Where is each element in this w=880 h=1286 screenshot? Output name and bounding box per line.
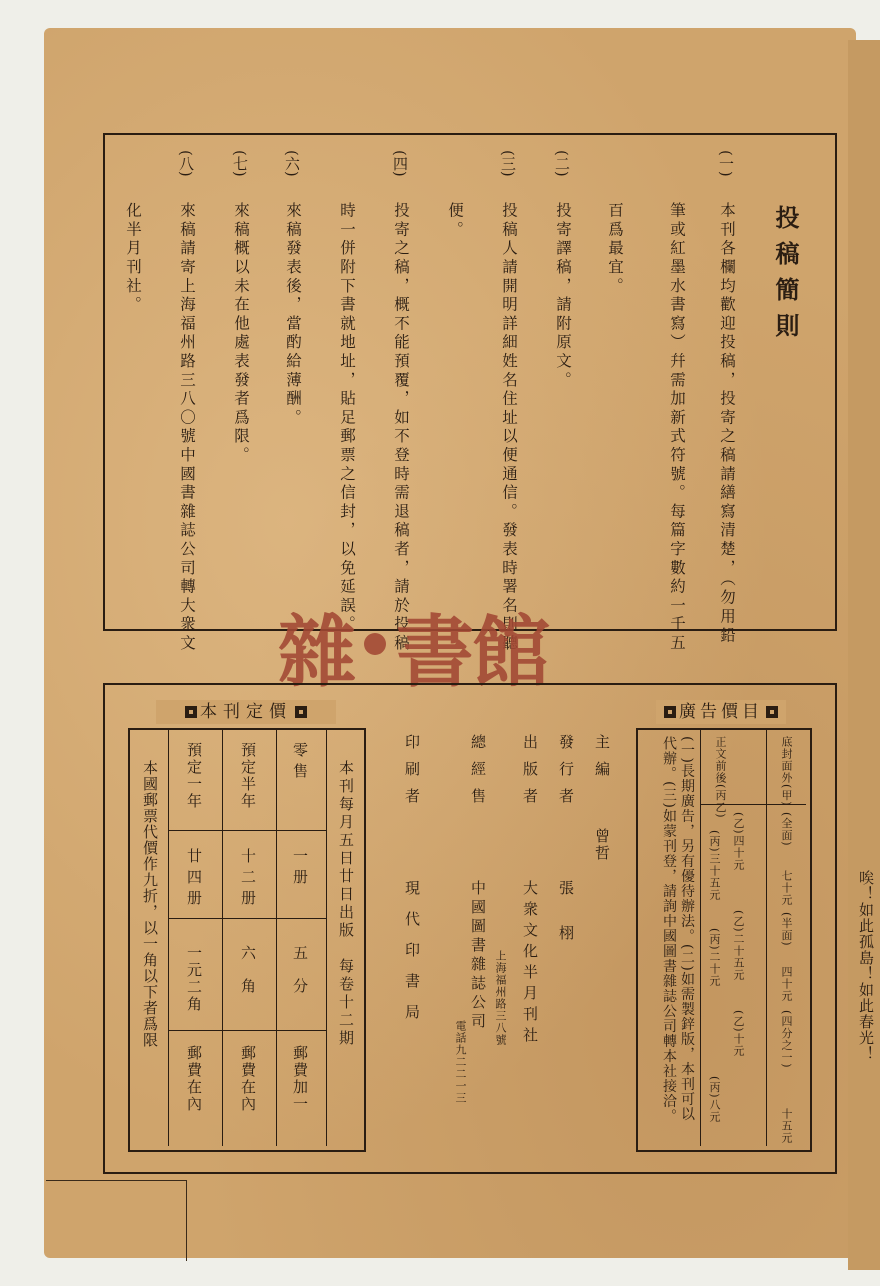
name-printer: 現代印書局 xyxy=(403,880,421,1035)
table-rule xyxy=(168,730,169,1146)
ad-price-bing: (丙)二十元 xyxy=(708,928,721,987)
col-head: 預定一年 xyxy=(185,742,203,810)
rule-line: 化半月刊社。 xyxy=(124,202,142,315)
table-rule xyxy=(276,730,277,1146)
rule-number: (二) xyxy=(553,150,571,177)
rule-line: 來稿發表後，當酌給薄酬。 xyxy=(284,202,302,428)
ad-price-yi: (乙)十元 xyxy=(732,1010,745,1057)
ad-price-jia: 四十元 xyxy=(780,966,793,1002)
ad-size: (半面) xyxy=(780,912,793,947)
rule-line: 來稿請寄上海福州路三八〇號中國書雜誌公司轉大衆文 xyxy=(178,202,196,654)
table-rule xyxy=(222,730,223,1146)
rule-line: 來稿概以未在他處表發者爲限。 xyxy=(232,202,250,466)
ad-price-jia: 七十元 xyxy=(780,870,793,906)
ad-header-cover: 底封面外(甲) xyxy=(780,736,793,807)
rule-line: 筆或紅墨水書寫）幷需加新式符號。每篇字數約一千五 xyxy=(668,202,686,654)
table-rule xyxy=(168,918,326,919)
issue-note: 本刊每月五日廿日出版 每卷十二期 xyxy=(337,760,355,1048)
price-title: 本刊定價 xyxy=(156,700,336,724)
ad-price-bing: (丙)八元 xyxy=(708,1076,721,1123)
torn-corner-lines xyxy=(46,1180,187,1261)
name-publisher: 張栩 xyxy=(557,880,575,970)
library-stamp: 雜 書館 xyxy=(278,607,549,698)
col-postage: 郵費在內 xyxy=(185,1045,203,1113)
col-qty: 十二册 xyxy=(239,848,257,911)
distributor-address: 上海福州路三八號 xyxy=(494,950,507,1046)
ad-title: 廣告價目 xyxy=(656,700,786,724)
rule-line: 本刊各欄均歡迎投稿，投寄之稿請繕寫清楚，（勿用鉛 xyxy=(718,202,736,646)
rule-line: 投寄之稿，概不能預覆，如不登時需退稿者，請於投稿 xyxy=(392,202,410,654)
ad-size: (四分之一) xyxy=(780,1010,793,1069)
rule-line: 時一併附下書就地址，貼足郵票之信封，以免延誤。 xyxy=(338,202,356,635)
role-press: 出版者 xyxy=(521,734,539,815)
role-distributor: 總經售 xyxy=(469,734,487,815)
table-rule xyxy=(766,730,767,1146)
name-press: 大衆文化半月刊社 xyxy=(521,880,539,1048)
submission-title: 投稿簡則 xyxy=(771,205,800,349)
rule-line: 百爲最宜。 xyxy=(606,202,624,296)
rule-number: (七) xyxy=(231,150,249,177)
table-rule xyxy=(168,1030,326,1031)
role-printer: 印刷者 xyxy=(403,734,421,815)
role-publisher: 發行者 xyxy=(557,734,575,815)
rule-number: (六) xyxy=(283,150,301,177)
col-qty: 一册 xyxy=(291,848,309,890)
rule-number: (八) xyxy=(177,150,195,177)
adjacent-page-edge xyxy=(848,40,880,1270)
ad-notes: (一)長期廣告，另有優待辦法。(二)如需製鋅版，本刊可以代辦。(三)如蒙刊登，請詢中國圖書雜誌公司轉本社接洽。 xyxy=(661,736,695,1124)
role-editor: 主編 xyxy=(593,734,611,788)
name-distributor: 中國圖書雜誌公司 xyxy=(469,880,487,1032)
rule-number: (三) xyxy=(499,150,517,177)
stamp-note: 本國郵票代價作九折，以一角以下者爲限 xyxy=(141,760,159,1048)
adjacent-page-text: 唉！如此孤島！如此春光！ xyxy=(857,870,875,1062)
col-head: 零售 xyxy=(291,742,309,784)
rule-line: 投稿人請開明詳細姓名住址以便通信。發表時署名則聽 xyxy=(500,202,518,654)
ad-price-yi: (乙)四十元 xyxy=(732,812,745,871)
ad-price-bing: (丙)三十五元 xyxy=(708,830,721,901)
table-rule xyxy=(168,830,326,831)
col-postage: 郵費在內 xyxy=(239,1045,257,1113)
rule-line: 便。 xyxy=(446,202,464,240)
col-postage: 郵費加一 xyxy=(291,1045,309,1113)
ad-size: (全面) xyxy=(780,812,793,847)
rule-number: (四) xyxy=(391,150,409,177)
col-price: 一元二角 xyxy=(185,945,203,1013)
table-rule xyxy=(700,730,701,1146)
name-editor: 曾哲 xyxy=(593,828,611,862)
ad-price-jia: 十五元 xyxy=(780,1108,793,1144)
col-head: 預定半年 xyxy=(239,742,257,810)
ad-price-yi: (乙)二十五元 xyxy=(732,910,745,981)
rule-number: (一) xyxy=(717,150,735,177)
distributor-phone: 電話九二二一三 xyxy=(454,1020,467,1104)
rule-line: 投寄譯稿，請附原文。 xyxy=(554,202,572,390)
ad-header-text: 正文前後(丙乙) xyxy=(714,736,727,819)
col-price: 五分 xyxy=(291,945,309,1011)
col-price: 六角 xyxy=(239,945,257,1011)
table-rule xyxy=(326,730,327,1146)
col-qty: 廿四册 xyxy=(185,848,203,911)
